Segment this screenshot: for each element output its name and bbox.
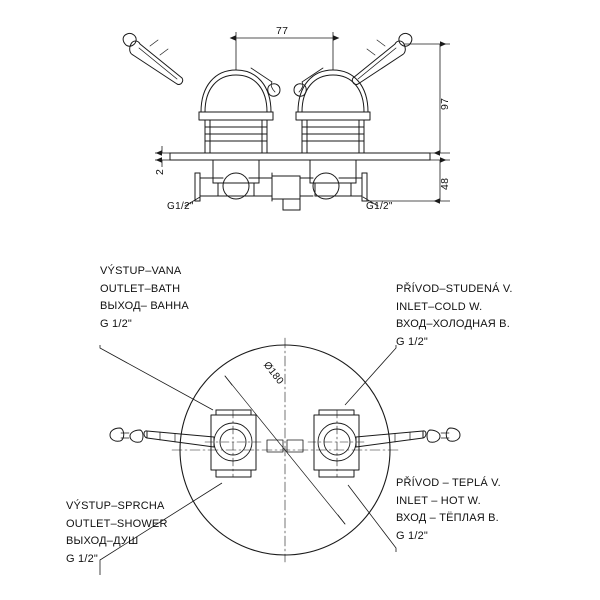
callout-inlet-cold-line2: INLET–COLD W.	[396, 300, 483, 313]
dimension-77: 77	[276, 25, 289, 37]
callout-outlet-bath-line2: OUTLET–BATH	[100, 282, 181, 295]
callout-outlet-bath-line1: VÝSTUP–VANA	[100, 265, 182, 277]
callout-inlet-hot-line2: INLET – HOT W.	[396, 494, 481, 507]
callout-inlet-hot-line1: PŘÍVOD – TEPLÁ V.	[396, 477, 501, 489]
callout-outlet-bath	[100, 263, 189, 333]
callout-outlet-shower	[66, 498, 168, 568]
callout-inlet-cold-line1: PŘÍVOD–STUDENÁ V.	[396, 283, 513, 295]
callout-outlet-shower-line3: ВЫХОД–ДУШ	[66, 535, 139, 547]
callout-outlet-bath-line3: ВЫХОД– ВАННА	[100, 300, 189, 312]
thread-label-right: G1/2"	[366, 201, 393, 212]
callout-outlet-shower-line4: G 1/2"	[66, 552, 99, 565]
callout-inlet-cold-line4: G 1/2"	[396, 335, 429, 348]
callout-outlet-shower-line2: OUTLET–SHOWER	[66, 517, 168, 530]
callout-outlet-bath-line4: G 1/2"	[100, 317, 133, 330]
callout-inlet-hot-line3: ВХОД – ТЁПЛАЯ В.	[396, 512, 499, 524]
diameter-180-label: Ø180	[260, 359, 286, 387]
callout-outlet-shower-line1: VÝSTUP–SPRCHA	[66, 500, 165, 512]
callout-inlet-hot-line4: G 1/2"	[396, 529, 429, 542]
callout-inlet-hot	[396, 475, 501, 545]
dimension-48: 48	[439, 177, 451, 190]
dimension-2: 2	[154, 168, 166, 175]
callout-inlet-cold	[396, 281, 513, 351]
thread-label-left: G1/2"	[167, 201, 194, 212]
callout-inlet-cold-line3: ВХОД–ХОЛОДНАЯ В.	[396, 318, 510, 330]
dimension-97: 97	[439, 97, 451, 110]
top-elevation-view	[123, 33, 430, 210]
